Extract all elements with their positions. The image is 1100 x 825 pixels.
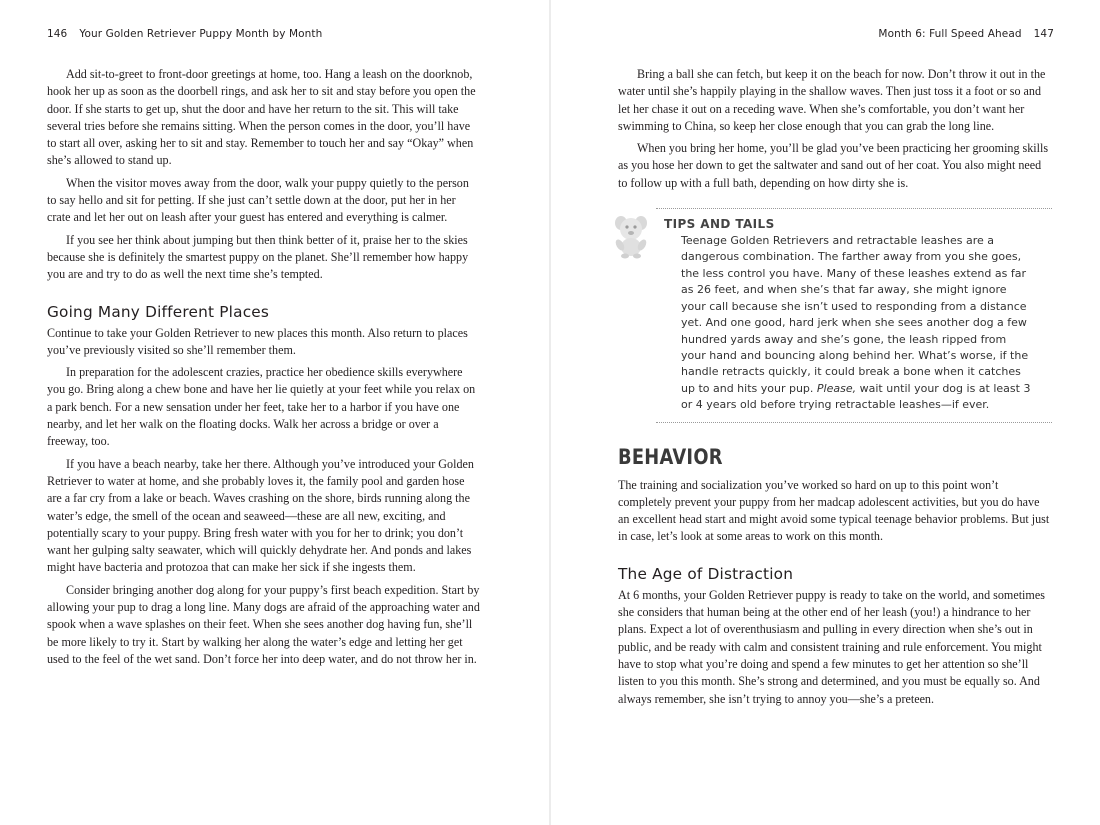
- paragraph: Add sit-to-greet to front-door greetings at home, too. Hang a leash on the doorknob, hook her up as soon as the doorbell rings, and ask her to sit and stay before you open the door. If she starts to get up, shut the door and have her return to the sit. This will take several tries before she remains sitting. When the person comes in the door, you’ll have to start all over, asking her to sit and stay. Remember to touch her and say “Okay” when she’s allowed to stand up.: [47, 67, 476, 168]
- paragraph: When you bring her home, you’ll be glad you’ve been practicing her grooming skills as you hose her down to get the saltwater and sand out of her coat. You also might need to follow up with a full bath, depending on how dirty she is.: [618, 141, 1049, 190]
- paragraph: Bring a ball she can fetch, but keep it on the beach for now. Don’t throw it out in the water until she’s happily playing in the shallow waves. Then just toss it a foot or so and let her chase it out on a receding wave. When she’s comfortable, you don’t want her swimming to China, so keep her close enough that you can grab the long line.: [618, 67, 1046, 133]
- paragraph: The training and socialization you’ve worked so hard on up to this point won’t completely prevent your puppy from her madcap adolescent activities, but you do have an excellent head start and might avoid some typical teenage behavior problems. But just in case, let’s look at some areas to work on this month.: [618, 477, 1050, 544]
- tips-and-tails-sidebar: [656, 208, 1052, 422]
- subhead-age-of-distraction: The Age of Distraction: [618, 564, 794, 583]
- section-heading-behavior: BEHAVIOR: [618, 444, 723, 469]
- right-running-head-title: Month 6: Full Speed Ahead: [878, 28, 1022, 40]
- right-page: [550, 0, 1100, 825]
- sidebar-text: [681, 233, 1034, 413]
- paragraph: When the visitor moves away from the door, walk your puppy quietly to the person to say hello and sit for petting. If she just can’t settle down at the door, put her in her crate and let her out on leash after your guest has entered and everything is calmer.: [47, 175, 469, 225]
- sidebar-text-part: wait until your dog is at least 3 or 4 years old before trying retractable leashes—if ever.: [681, 381, 1031, 412]
- right-running-head: [878, 28, 1054, 40]
- paragraph: If you see her think about jumping but then think better of it, praise her to the skies because she is definitely the smartest puppy on the planet. She’ll remember how happy you are and try to do as well the next time she’s tempted.: [47, 232, 469, 282]
- paragraph: Continue to take your Golden Retriever to new places this month. Also return to places you’ve previously visited so she’ll remember them.: [47, 325, 468, 357]
- left-running-head-title: Your Golden Retriever Puppy Month by Month: [79, 28, 323, 40]
- sidebar-text-emphasis: Please,: [816, 381, 857, 395]
- left-running-head: [47, 28, 322, 40]
- right-page-number: 147: [1033, 28, 1054, 40]
- paragraph: In preparation for the adolescent crazies, practice her obedience skills everywhere you go. Bring along a chew bone and have her lie quietly at your feet while you relax on a park bench. For a new sensation under her feet, take her to a harbor if you have one nearby, and let her walk on the floating docks. Walk her across a bridge or over a freeway, too.: [47, 365, 476, 449]
- left-text-column: [47, 66, 481, 673]
- paragraph: At 6 months, your Golden Retriever puppy is ready to take on the world, and sometimes she considers that human being at the other end of her leash (you!) a hindrance to her plans. Expect a lot of overenthusiasm and pulling in every direction when she’s out in public, and be ready with calm and consistent training and rule enforcement. You might have to stop what you’re doing and spend a few minutes to get her attention so she’ll listen to you this month. She’s strong and determined, and you must be equally so. And always remember, she isn’t trying to annoy you—she’s a preteen.: [618, 587, 1045, 706]
- right-text-column: [618, 66, 1052, 713]
- sidebar-title: TIPS AND TAILS: [664, 217, 775, 232]
- puppy-icon: [611, 213, 651, 259]
- subhead-going-many-different-places: Going Many Different Places: [47, 302, 270, 321]
- sidebar-text-part: Teenage Golden Retrievers and retractable leashes are a dangerous combination. The farther away from you she goes, the less control you have. Many of these leashes extend as far as 26 feet, and when she’s that far away, she might ignore your call because she isn’t used to responding from a distance yet. And one good, hard jerk when she sees another dog a few hundred yards away and she’s gone, the leash ripped from your hand and bouncing along behind her. What’s worse, if the handle retracts quickly, it could break a bone when it catches up to and hits your pup.: [681, 234, 1029, 395]
- paragraph: If you have a beach nearby, take her there. Although you’ve introduced your Golden Retriever to water at home, and she probably loves it, the family pool and garden hose are a far cry from a lake or beach. Waves crashing on the shore, birds running along the water’s edge, the smell of the ocean and seaweed—these are all new, exciting, and potentially scary to your puppy. Bring fresh water with you for her to drink; you don’t want her gulping salty seawater, which will quickly dehydrate her. And ponds and lakes might have bacteria and protozoa that can make her sick if she ingests them.: [47, 456, 474, 575]
- paragraph: Consider bringing another dog along for your puppy’s first beach expedition. Start by allowing your pup to drag a long line. Many dogs are afraid of the approaching water and spook when a wave splashes on their feet. When she sees another dog having fun, she’ll be more likely to try it. Start by walking her along the water’s edge and letting her get used to the feel of the wet sand. Don’t force her into deep water, and do not throw her in.: [47, 582, 480, 666]
- left-page-number: 146: [47, 28, 68, 40]
